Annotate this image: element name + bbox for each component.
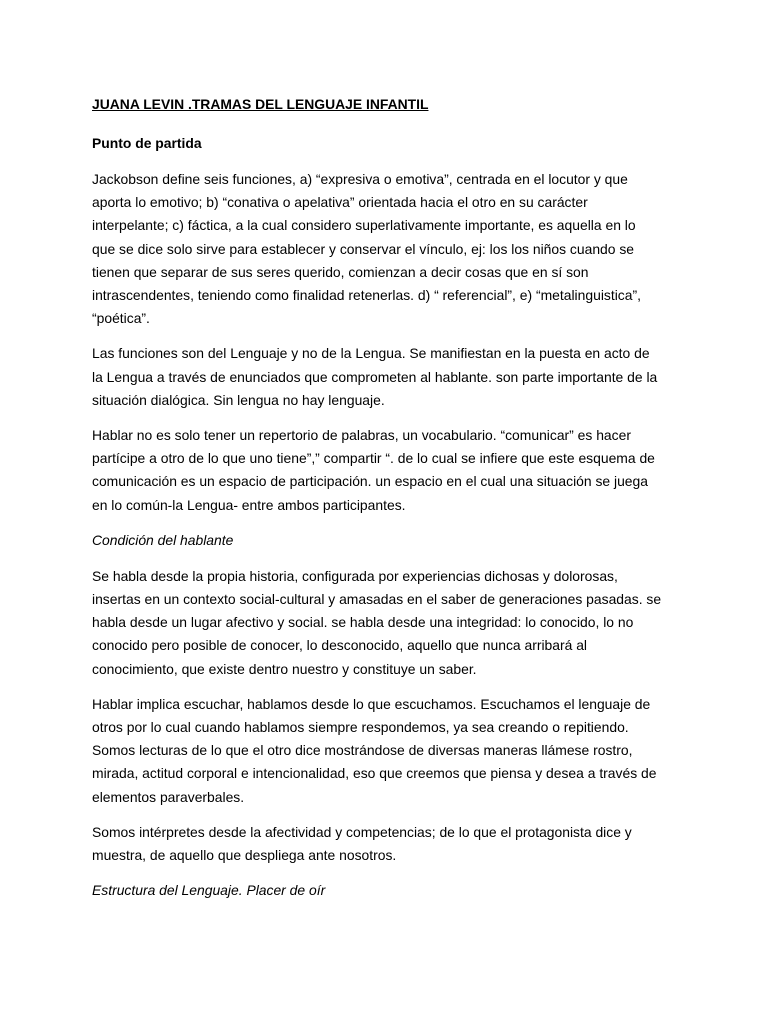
text-line: elementos paraverbales. (92, 788, 245, 805)
paragraph-hablar-comunicar (92, 424, 696, 517)
text-line: la Lengua a través de enunciados que comprometen al hablante. son parte importante de la (92, 368, 658, 385)
paragraph-lenguaje-lengua (92, 342, 696, 412)
text-line: intrascendentes, teniendo como finalidad retenerlas. d) “ referencial”, e) “metalinguistica”, (92, 287, 641, 304)
document-title: JUANA LEVIN .TRAMAS DEL LENGUAJE INFANTIL (92, 96, 429, 112)
text-line: Se habla desde la propia historia, configurada por experiencias dichosas y dolorosas, (92, 567, 618, 584)
section-heading-punto-de-partida: Punto de partida (92, 135, 202, 151)
paragraph-propia-historia (92, 565, 696, 681)
text-line: aporta lo emotivo; b) “conativa o apelativa” orientada hacia el otro en su carácter (92, 194, 588, 211)
text-line: Somos intérpretes desde la afectividad y competencias; de lo que el protagonista dice y (92, 823, 632, 840)
text-line: Hablar no es solo tener un repertorio de palabras, un vocabulario. “comunicar” es hacer (92, 427, 631, 444)
text-line: otros por lo cual cuando hablamos siempre respondemos, ya sea creando o repitiendo. (92, 719, 629, 736)
paragraph-funciones-jackobson (92, 168, 696, 330)
text-line: mirada, actitud corporal e intencionalidad, eso que creemos que piensa y desea a través de (92, 765, 657, 782)
text-line: partícipe a otro de lo que uno tiene”,” compartir “. de lo cual se infiere que este esquema de (92, 450, 655, 467)
text-line: Somos lecturas de lo que el otro dice mostrándose de diversas maneras llámese rostro, (92, 742, 633, 759)
section-heading-estructura-del-lenguaje: Estructura del Lenguaje. Placer de oír (92, 882, 326, 899)
text-line: que se dice solo sirve para establecer y conservar el vínculo, ej: los los niños cuando se (92, 240, 635, 257)
section-heading-condicion-del-hablante: Condición del hablante (92, 531, 234, 548)
text-line: conocido pero posible de conocer, lo desconocido, aquello que nunca arribará al (92, 637, 588, 654)
text-line: Hablar implica escuchar, hablamos desde lo que escuchamos. Escuchamos el lenguaje de (92, 695, 651, 712)
text-line: habla desde un lugar afectivo y social. se habla desde una integridad: lo conocido, lo no (92, 614, 634, 631)
paragraph-interpretes (92, 821, 696, 867)
text-line: conocimiento, que existe dentro nuestro y constituye un saber. (92, 660, 477, 677)
text-line: insertas en un contexto social-cultural y amasadas en el saber de generaciones pasadas. se (92, 591, 662, 608)
text-line: “poética”. (92, 310, 150, 327)
text-line: comunicación es un espacio de participación. un espacio en el cual una situación se juega (92, 473, 648, 490)
text-line: Jackobson define seis funciones, a) “expresiva o emotiva”, centrada en el locutor y que (92, 171, 628, 187)
text-line: tienen que separar de sus seres querido, comienzan a decir cosas que en sí son (92, 263, 589, 280)
paragraph-hablar-escuchar (92, 693, 696, 809)
text-line: interpelante; c) fáctica, a la cual considero superlativamente importante, es aquella en lo (92, 217, 636, 234)
text-line: situación dialógica. Sin lengua no hay lenguaje. (92, 391, 385, 408)
text-line: en lo común-la Lengua- entre ambos participantes. (92, 496, 406, 513)
text-line: Las funciones son del Lenguaje y no de la Lengua. Se manifiestan en la puesta en acto de (92, 345, 650, 362)
text-line: muestra, de aquello que despliega ante nosotros. (92, 847, 397, 864)
